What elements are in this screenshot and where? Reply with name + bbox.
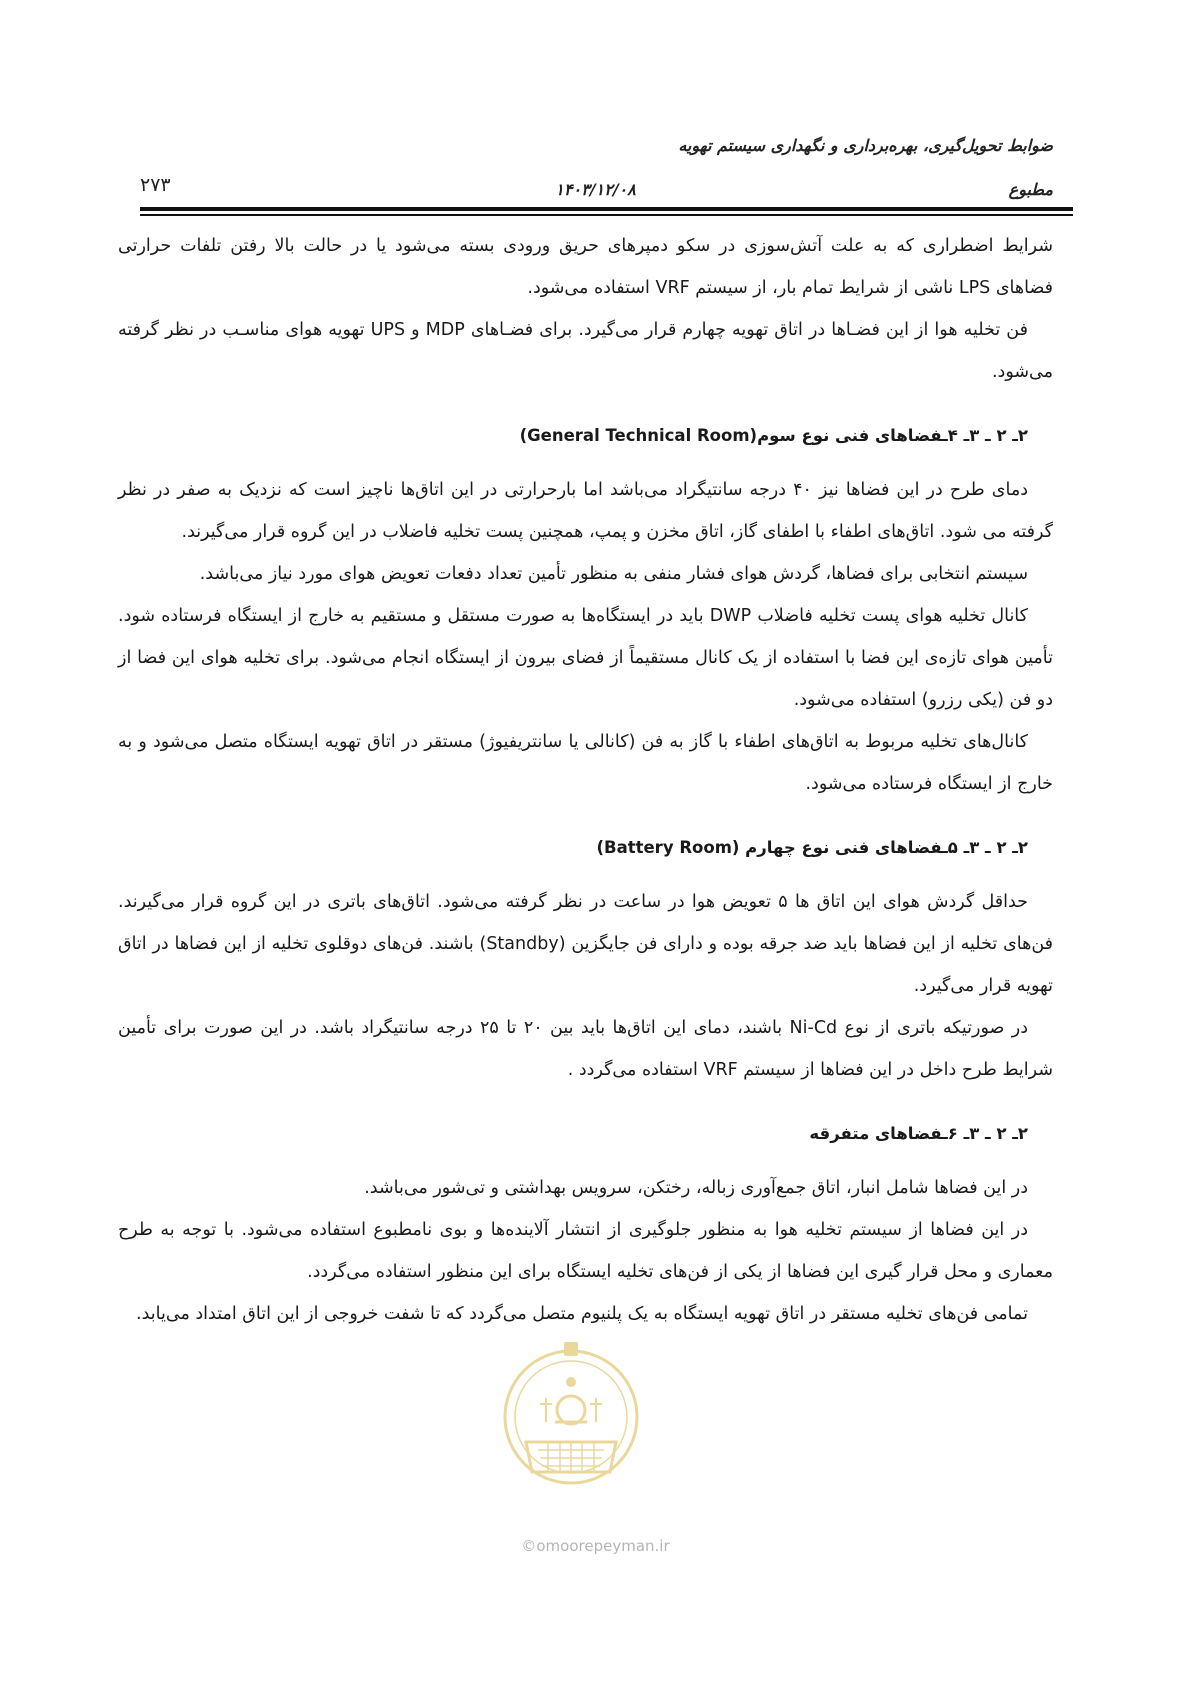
section-heading: ۲ـ ۲ ـ ۳ـ ۴ـفضاهای فنی نوع سوم(General Technical Room) — [519, 426, 1028, 445]
paragraph: تمامی فن‌های تخلیه مستقر در اتاق تهویه ایستگاه به یک پلنیوم متصل می‌گردد که تا شفت خروجی از این اتاق امتداد می‌یابد. — [136, 1304, 1028, 1324]
paragraph: حداقل گردش هوای این اتاق ها ۵ تعویض هوا در ساعت در نظر گرفته می‌شود. اتاق‌های باتری در این گروه قرار می‌گیرند. فن‌های تخلیه از این فضاها باید ضد جرقه بوده و دارای فن جایگزین (Standby) باشند. فن‌های دوقلوی تخلیه از این فضاها در اتاق تهویه قرار می‌گیرد. — [118, 892, 1054, 996]
watermark-seal-icon — [490, 1322, 652, 1498]
paragraph: کانال‌های تخلیه مربوط به اتاق‌های اطفاء با گاز به فن (کانالی یا سانتریفیوژ) مستقر در اتاق تهویه ایستگاه متصل می‌شود و به خارج از ایستگاه فرستاده می‌شود. — [118, 732, 1053, 794]
watermark-url: ©omoorepeyman.ir — [521, 1537, 670, 1555]
paragraph: فن تخلیه هوا از این فضـاها در اتاق تهویه چهارم قرار می‌گیرد. برای فضـاهای MDP و UPS تهویه هوای مناسـب در نظر گرفته می‌شود. — [118, 320, 1053, 382]
paragraph: در این فضاها شامل انبار، اتاق جمع‌آوری زباله، رختکن، سرویس بهداشتی و تی‌شور می‌باشد. — [364, 1178, 1028, 1198]
header-rule-thin — [140, 214, 1073, 216]
paragraph: دمای طرح در این فضاها نیز ۴۰ درجه سانتیگراد می‌باشد اما بارحرارتی در این اتاق‌ها ناچیز است که نزدیک به صفر در نظر گرفته می شود. اتاق‌های اطفاء با اطفای گاز، اتاق مخزن و پمپ، همچنین پست تخلیه فاضلاب در این گروه قرار می‌گیرند. — [118, 480, 1053, 542]
paragraph: سیستم انتخابی برای فضاها، گردش هوای فشار منفی به منظور تأمین تعداد دفعات تعویض هوای مورد نیاز می‌باشد. — [199, 564, 1028, 584]
running-header-title: ضوابط تحویل‌گیری، بهره‌برداری و نگهداری سیستم تهویه — [678, 136, 1053, 155]
section-heading: ۲ـ ۲ ـ ۳ـ ۵ـفضاهای فنی نوع چهارم (Battery Room) — [596, 838, 1028, 857]
paragraph: کانال تخلیه هوای پست تخلیه فاضلاب DWP باید در ایستگاه‌ها به صورت مستقل و مستقیم به خارج از ایستگاه فرستاده شود. تأمین هوای تازه‌ی این فضا با استفاده از یک کانال مستقیماً از فضای بیرون از ایستگاه انجام می‌شود. برای تخلیه هوای این فضا از دو فن (یکی رزرو) استفاده می‌شود. — [118, 606, 1053, 710]
paragraph: شرایط اضطراری که به علت آتش‌سوزی در سکو دمپرهای حریق ورودی بسته می‌شود یا در حالت بالا رفتن تلفات حرارتی فضاهای LPS ناشی از شرایط تمام بار، از سیستم VRF استفاده می‌شود. — [118, 236, 1053, 298]
section-heading: ۲ـ ۲ ـ ۳ـ ۶ـفضاهای متفرقه — [809, 1124, 1028, 1143]
running-header-date: ۱۴۰۳/۱۲/۰۸ — [555, 180, 636, 199]
paragraph: در این فضاها از سیستم تخلیه هوا به منظور جلوگیری از انتشار آلاینده‌ها و بوی نامطبوع استفاده می‌شود. با توجه به طرح معماری و محل قرار گیری این فضاها از یکی از فن‌های تخلیه ایستگاه برای این منظور استفاده می‌گردد. — [118, 1220, 1053, 1282]
body-text — [118, 225, 1053, 1335]
copyright-icon: © — [521, 1537, 537, 1555]
header-rule-thick — [140, 207, 1073, 211]
paragraph: در صورتیکه باتری از نوع Ni-Cd باشند، دمای این اتاق‌ها باید بین ۲۰ تا ۲۵ درجه سانتیگراد باشد. در این صورت برای تأمین شرایط طرح داخل در این فضاها از سیستم VRF استفاده می‌گردد . — [118, 1018, 1053, 1080]
page-number: ۲۷۳ — [140, 174, 171, 196]
running-header-subtitle: مطبوع — [1008, 180, 1053, 199]
